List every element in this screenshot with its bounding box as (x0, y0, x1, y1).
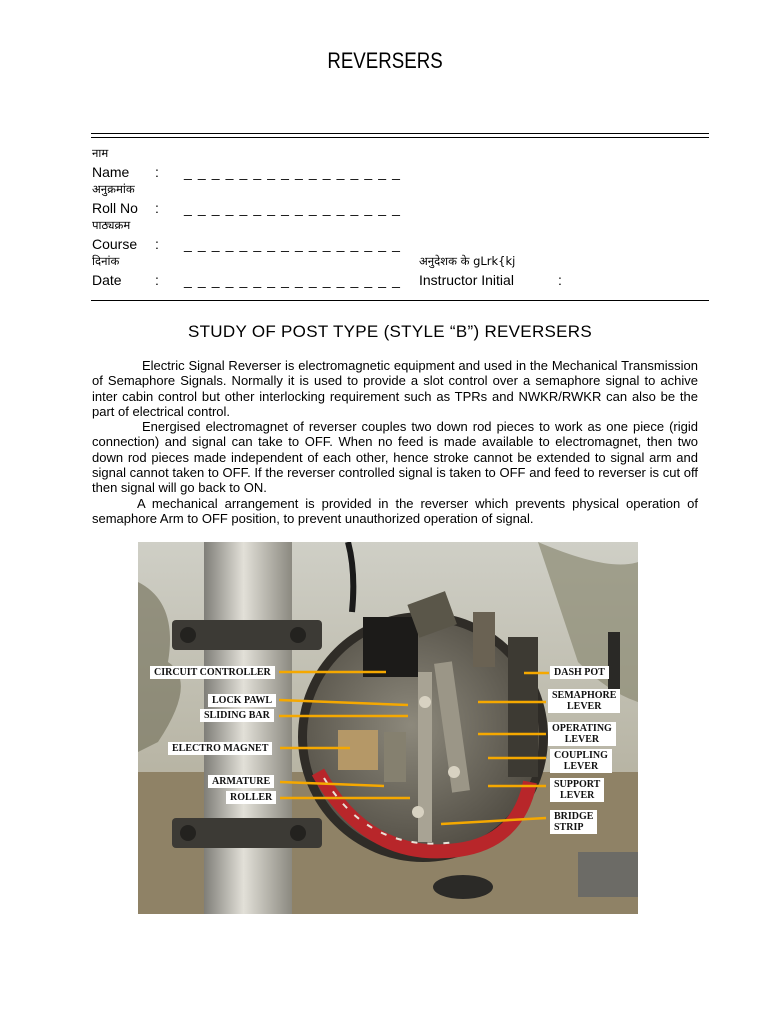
name-hindi-row (92, 146, 712, 164)
label-electro-magnet: ELECTRO MAGNET (168, 742, 272, 755)
date-label: Date (92, 272, 122, 288)
label-support-lever (550, 778, 604, 802)
roll-colon: : (155, 200, 159, 216)
header-bottom-rule (91, 300, 709, 301)
date-hindi-label: दिनांक (92, 254, 120, 268)
label-semaphore-lever (548, 689, 620, 713)
course-hindi-label: पाठ्यक्रम (92, 218, 131, 232)
label-operating-lever-line1: OPERATING (552, 723, 612, 734)
instructor-initial-label: Instructor Initial (419, 272, 514, 288)
date-row (92, 272, 712, 290)
page-title: REVERSERS (327, 48, 443, 73)
instructor-colon: : (558, 272, 562, 288)
roll-hindi-label: अनुक्रमांक (92, 182, 135, 196)
header-double-rule (91, 133, 709, 138)
course-label: Course (92, 236, 138, 252)
label-support-lever-line2: LEVER (559, 790, 595, 801)
label-dash-pot: DASH POT (550, 666, 609, 679)
body-text (92, 358, 698, 526)
name-colon: : (155, 164, 159, 180)
label-bridge-strip-line1: BRIDGE (554, 811, 594, 822)
date-hindi-row (92, 254, 712, 272)
course-hindi-row (92, 218, 712, 236)
label-operating-lever-line2: LEVER (564, 734, 600, 745)
label-coupling-lever (550, 749, 612, 773)
date-blank-field[interactable]: _ _ _ _ _ _ _ _ _ _ _ _ _ _ _ _ (184, 272, 402, 288)
label-roller: ROLLER (226, 791, 276, 804)
label-semaphore-lever-line2: LEVER (567, 701, 602, 712)
course-colon: : (155, 236, 159, 252)
label-coupling-lever-line2: LEVER (563, 761, 599, 772)
label-support-lever-line1: SUPPORT (554, 779, 601, 790)
roll-row (92, 200, 712, 218)
label-circuit-controller: CIRCUIT CONTROLLER (150, 666, 275, 679)
section-title: STUDY OF POST TYPE (STYLE “B”) REVERSERS (187, 322, 593, 341)
name-hindi-label: नाम (92, 146, 109, 160)
roll-hindi-row (92, 182, 712, 200)
label-coupling-lever-line1: COUPLING (554, 750, 608, 761)
course-row (92, 236, 712, 254)
instructor-hindi-label: अनुदेशक के gLrk{kj (419, 254, 516, 268)
date-colon: : (155, 272, 159, 288)
label-sliding-bar: SLIDING BAR (200, 709, 274, 722)
name-label: Name (92, 164, 130, 180)
paragraph-3: A mechanical arrangement is provided in the reverser which prevents physical operation of semaphore Arm to OFF position, to prevent unauthorized operation of signal. (92, 495, 698, 526)
label-armature: ARMATURE (208, 775, 274, 788)
label-operating-lever (548, 722, 616, 746)
name-row (92, 164, 712, 182)
label-lock-pawl: LOCK PAWL (208, 694, 276, 707)
label-semaphore-lever-line1: SEMAPHORE (552, 690, 617, 701)
reverser-photo-figure (138, 542, 638, 914)
roll-label: Roll No (92, 200, 138, 216)
paragraph-2: Energised electromagnet of reverser couples two down rod pieces to work as one piece (rigid connection) and signal can take to OFF. When no feed is made available to electromagnet, then two down rod pieces made independent of each other, hence stroke cannot be extended to signal arm and signal cannot taken to OFF. If the reverser controlled signal is taken to OFF and feed to reverser is cut off then signal will go back to ON. (92, 419, 698, 496)
paragraph-1: Electric Signal Reverser is electromagnetic equipment and used in the Mechanical Transmission of Semaphore Signals. Normally it is used to provide a slot control over a semaphore signal to achive inter cabin control but other interlocking requirement such as TPRs and NWKR/RWKR can also be the part of electrical control. (92, 358, 698, 419)
label-bridge-strip (550, 810, 597, 834)
label-bridge-strip-line2: STRIP (554, 822, 584, 833)
roll-blank-field[interactable]: _ _ _ _ _ _ _ _ _ _ _ _ _ _ _ _ (184, 200, 402, 216)
course-blank-field[interactable]: _ _ _ _ _ _ _ _ _ _ _ _ _ _ _ _ (184, 236, 402, 252)
name-blank-field[interactable]: _ _ _ _ _ _ _ _ _ _ _ _ _ _ _ _ (184, 164, 402, 180)
